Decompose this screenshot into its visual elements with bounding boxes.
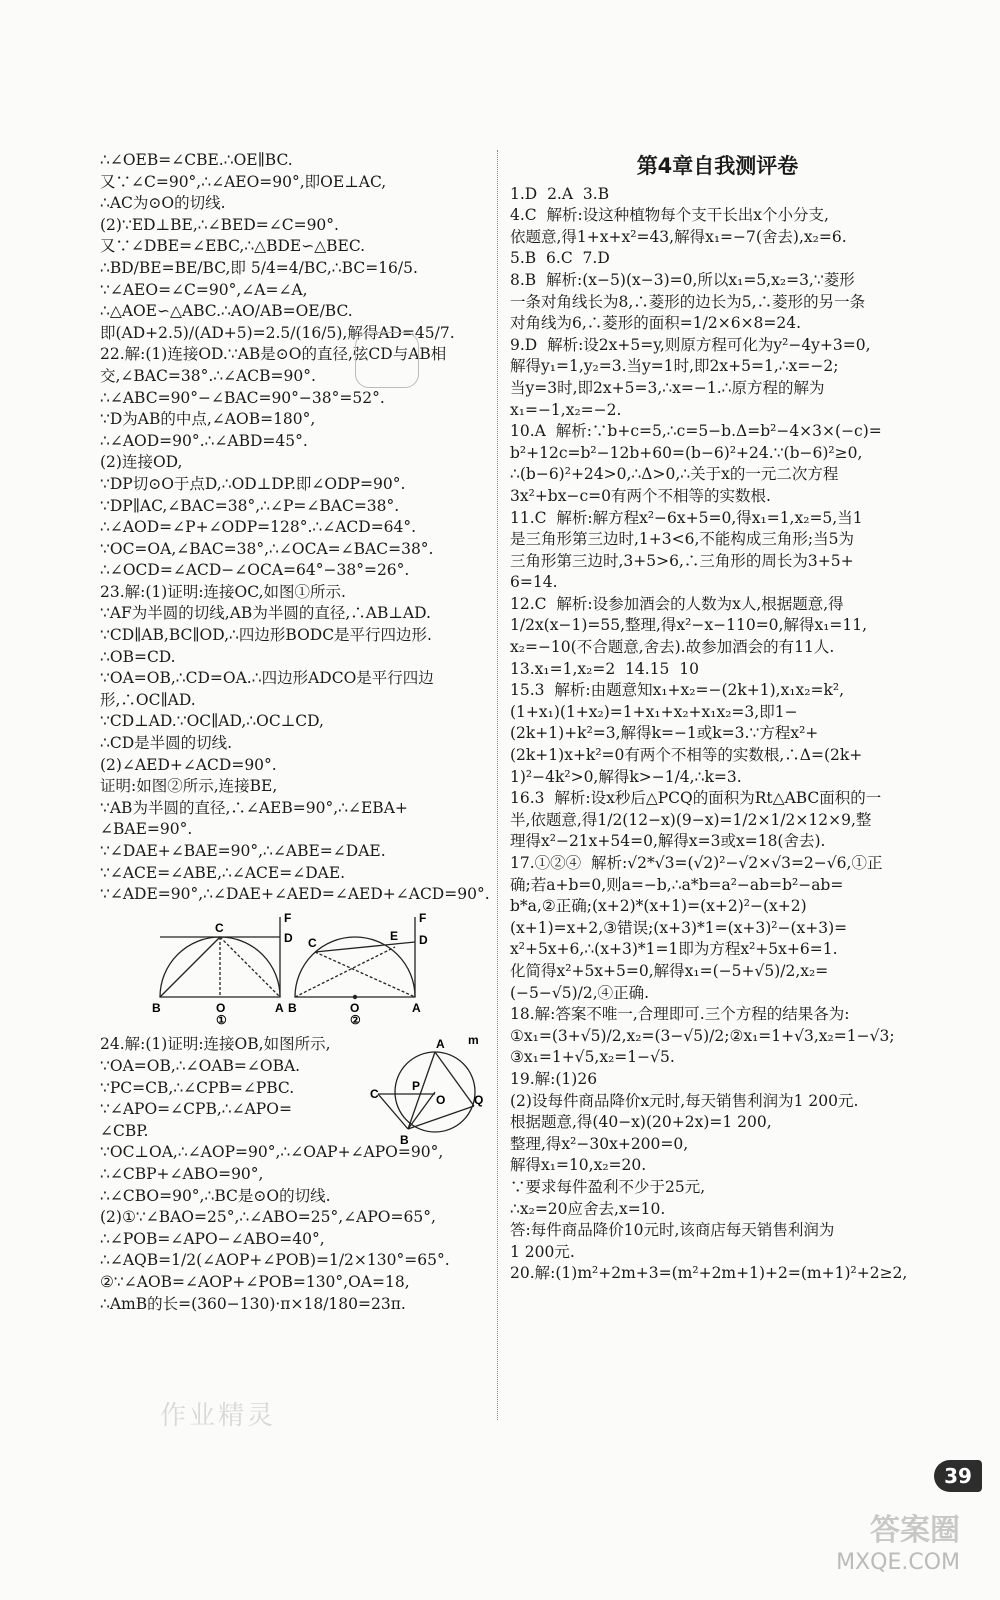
text-line: (2)∠AED+∠ACD=90°.	[100, 755, 277, 774]
label-A-3: A	[436, 1037, 445, 1052]
text-line: 一条对角线长为8,∴菱形的边长为5,∴菱形的另一条	[510, 292, 866, 311]
text-line: 1/2x(x−1)=55,整理,得x²−x−110=0,解得x₁=11,	[510, 616, 868, 635]
text-line: 11.C 解析:解方程x²−6x+5=0,得x₁=1,x₂=5,当1	[510, 508, 863, 527]
text-line: 1.D 2.A 3.B	[510, 184, 610, 203]
text-line: ∵OC⊥OA,∴∠AOP=90°,∴∠OAP+∠APO=90°,	[100, 1143, 444, 1162]
text-line: b*a,②正确;(x+2)*(x+1)=(x+2)²−(x+2)	[510, 897, 807, 916]
text-line: ∴∠CBP+∠ABO=90°,	[100, 1164, 264, 1183]
text-line: 5.B 6.C 7.D	[510, 249, 610, 268]
right-column-body	[510, 184, 925, 1285]
label-B: B	[152, 1000, 161, 1015]
text-line: ∵CD⊥AD.∵OC∥AD,∴OC⊥CD,	[100, 712, 324, 731]
text-line: (x+1)=x+2,③错误;(x+3)*1=(x+3)²−(x+3)=	[510, 918, 848, 937]
text-line: ③x₁=1+√5,x₂=1−√5.	[510, 1048, 675, 1067]
text-line: ∵∠AEO=∠C=90°,∠A=∠A,	[100, 280, 308, 299]
text-line: 又∵∠DBE=∠EBC,∴△BDE∽△BEC.	[100, 237, 366, 256]
label-A: A	[275, 1000, 284, 1015]
watermark: 答案圈	[870, 1513, 960, 1548]
text-line: 是三角形第三边时,1+3<6,不能构成三角形;当5为	[510, 530, 854, 549]
text-line: 1)²−4k²>0,解得k>−1/4,∴k=3.	[510, 767, 742, 786]
right-column	[510, 150, 925, 1285]
watermark-url: MXQE.COM	[836, 1550, 960, 1575]
text-line: ∴AmB的长=(360−130)·π×18/180=23π.	[100, 1294, 406, 1313]
text-line: ∴∠CBO=90°,∴BC是⊙O的切线.	[100, 1186, 331, 1205]
text-line: 3x²+bx−c=0有两个不相等的实数根.	[510, 486, 771, 505]
label-O: O	[216, 1000, 226, 1015]
label-F-2: F	[419, 910, 427, 925]
text-line: 证明:如图②所示,连接BE,	[100, 777, 278, 796]
text-line: ∴∠OEB=∠CBE.∴OE∥BC.	[100, 151, 293, 169]
text-line: ∵AB为半圆的直径,∴∠AEB=90°,∴∠EBA+	[100, 798, 408, 817]
label-C: C	[215, 920, 224, 935]
text-line: 半,依题意,得1/2(12−x)(9−x)=1/2×1/2×12×9,整	[510, 810, 872, 829]
problem-24	[100, 1034, 485, 1315]
text-line: ∴∠AOD=90°.∴∠ABD=45°.	[100, 431, 308, 450]
text-line: 依题意,得1+x+x²=43,解得x₁=−7(舍去),x₂=6.	[510, 227, 847, 246]
text-line: ∴∠AQB=1/2(∠AOP+∠POB)=1/2×130°=65°.	[100, 1251, 450, 1270]
text-line: 形,∴OC∥AD.	[100, 690, 196, 709]
label-m: m	[468, 1033, 479, 1048]
text-line: (1+x₁)(1+x₂)=1+x₁+x₂+x₁x₂=3,即1−	[510, 702, 798, 721]
text-line: 20.解:(1)m²+2m+3=(m²+2m+1)+2=(m+1)²+2≥2,	[510, 1264, 908, 1283]
text-line: (2k+1)x+k²=0有两个不相等的实数根,∴Δ=(2k+	[510, 746, 863, 765]
text-line: ∴∠AOD=∠P+∠ODP=128°.∴∠ACD=64°.	[100, 518, 417, 537]
text-line: 根据题意,得(40−x)(20+2x)=1 200,	[510, 1113, 772, 1132]
text-line: 13.x₁=1,x₂=2 14.15 10	[510, 659, 699, 678]
text-line: (2)设每件商品降价x元时,每天销售利润为1 200元.	[510, 1091, 859, 1110]
text-line: 8.B 解析:(x−5)(x−3)=0,所以x₁=5,x₂=3,∵菱形	[510, 270, 855, 289]
text-line: 三角形第三边时,3+5>6,∴三角形的周长为3+5+	[510, 551, 854, 570]
text-line: ∠CBP.	[100, 1121, 149, 1140]
label-C-3: C	[370, 1087, 379, 1102]
text-line: ∴(b−6)²+24>0,∴Δ>0,∴关于x的一元二次方程	[510, 465, 839, 484]
text-line: 解得y₁=1,y₂=3.当y=1时,即2x+5=1,∴x=−2;	[510, 357, 839, 376]
label-P: P	[412, 1079, 421, 1094]
text-line: ∴∠POB=∠APO−∠ABO=40°,	[100, 1229, 325, 1248]
text-line: x²+5x+6,∴(x+3)*1=1即为方程x²+5x+6=1.	[510, 940, 838, 959]
text-line: ①x₁=(3+√5)/2,x₂=(3−√5)/2;②x₁=1+√3,x₂=1−√3;	[510, 1026, 895, 1045]
text-line: (2)连接OD,	[100, 453, 183, 472]
text-line: ∵OA=OB,∴CD=OA.∴四边形ADCO是平行四边	[100, 669, 434, 688]
text-line: ∵D为AB的中点,∠AOB=180°,	[100, 410, 316, 429]
text-line: ∵OA=OB,∴∠OAB=∠OBA.	[100, 1056, 301, 1075]
text-line: 交,∠BAC=38°.∴∠ACB=90°.	[100, 366, 316, 385]
text-line: 整理,得x²−30x+200=0,	[510, 1134, 689, 1153]
label-A-2: A	[412, 1000, 421, 1015]
text-line: 9.D 解析:设2x+5=y,则原方程可化为y²−4y+3=0,	[510, 335, 871, 354]
text-line: ∴OB=CD.	[100, 647, 176, 666]
text-line: (−5−√5)/2,④正确.	[510, 983, 650, 1002]
text-line: ∵OC=OA,∠BAC=38°,∴∠OCA=∠BAC=38°.	[100, 539, 434, 558]
text-line: (2k+1)+k²=3,解得k=−1或k=3.∵方程x²+	[510, 724, 819, 743]
text-line: 6=14.	[510, 573, 558, 592]
text-line: ∵要求每件盈利不少于25元,	[510, 1177, 706, 1196]
left-column	[100, 150, 490, 1315]
text-line: 当y=3时,即2x+5=3,∴x=−1.∴原方程的解为	[510, 378, 825, 397]
footer-mark: 作业精灵	[160, 1401, 277, 1431]
text-line: ∴AC为⊙O的切线.	[100, 194, 226, 213]
text-line: ②∵∠AOB=∠AOP+∠POB=130°,OA=18,	[100, 1272, 410, 1291]
label-O-2: O	[350, 1000, 360, 1015]
text-line: 对角线为6,∴菱形的面积=1/2×6×8=24.	[510, 314, 802, 333]
text-line: 24.解:(1)证明:连接OB,如图所示,	[100, 1035, 331, 1054]
text-line: 化简得x²+5x+5=0,解得x₁=(−5+√5)/2,x₂=	[510, 961, 829, 980]
text-line: x₂=−10(不合题意,舍去).故参加酒会的有11人.	[510, 638, 835, 657]
text-line: (2)①∵∠BAO=25°,∴∠ABO=25°,∠APO=65°,	[100, 1208, 436, 1227]
text-line: 15.3 解析:由题意知x₁+x₂=−(2k+1),x₁x₂=k²,	[510, 681, 845, 700]
text-line: ∴BD/BE=BE/BC,即 5/4=4/BC,∴BC=16/5.	[100, 258, 418, 277]
text-line: 解得x₁=10,x₂=20.	[510, 1156, 647, 1175]
label-E: E	[390, 928, 399, 943]
label-C-2: C	[308, 935, 317, 950]
text-line: 理得x²−21x+54=0,解得x=3或x=18(舍去).	[510, 832, 826, 851]
geometry-figures	[100, 910, 485, 1027]
text-line: 10.A 解析:∵b+c=5,∴c=5−b.Δ=b²−4×3×(−c)=	[510, 422, 882, 441]
text-line: 19.解:(1)26	[510, 1069, 598, 1088]
text-line: x₁=−1,x₂=−2.	[510, 400, 622, 419]
stamp-mark	[355, 332, 419, 388]
label-Q: Q	[474, 1093, 484, 1108]
text-line: 答:每件商品降价10元时,该商店每天销售利润为	[510, 1221, 835, 1240]
text-line: ∴∠OCD=∠ACD−∠OCA=64°−38°=26°.	[100, 561, 410, 580]
text-line: ∠BAE=90°.	[100, 820, 193, 839]
text-line: 16.3 解析:设x秒后△PCQ的面积为Rt△ABC面积的一	[510, 789, 882, 808]
text-line: b²+12c=b²−12b+60=(b−6)²+24.∵(b−6)²≥0,	[510, 443, 863, 462]
column-divider	[497, 150, 498, 1420]
text-line: ∵DP∥AC,∠BAC=38°,∴∠P=∠BAC=38°.	[100, 496, 400, 515]
text-line: 1 200元.	[510, 1242, 575, 1261]
text-line: ∵∠DAE+∠BAE=90°,∴∠ABE=∠DAE.	[100, 842, 386, 860]
label-O-3: O	[436, 1093, 446, 1108]
text-line: 即(AD+2.5)/(AD+5)=2.5/(16/5),解得AD=45/7.	[100, 323, 455, 342]
label-B-2: B	[288, 1000, 297, 1015]
figure-2-label: ②	[350, 1012, 361, 1027]
text-line: ∵∠ACE=∠ABE,∴∠ACE=∠DAE.	[100, 863, 346, 882]
section-title: 第4章自我测评卷	[636, 154, 799, 178]
text-line: 又∵∠C=90°,∴∠AEO=90°,即OE⊥AC,	[100, 172, 387, 191]
text-line: 17.①②④ 解析:√2*√3=(√2)²−√2×√3=2−√6,①正	[510, 854, 883, 872]
text-line: ∵AF为半圆的切线,AB为半圆的直径,∴AB⊥AD.	[100, 604, 431, 623]
label-D: D	[284, 930, 293, 945]
text-line: ∵PC=CB,∴∠CPB=∠PBC.	[100, 1078, 295, 1097]
figures-1-2	[100, 912, 485, 1029]
text-line: ∵CD∥AB,BC∥OD,∴四边形BODC是平行四边形.	[100, 626, 432, 645]
text-line: ∵∠ADE=90°,∴∠DAE+∠AED=∠AED+∠ACD=90°.	[100, 885, 490, 904]
text-line: 23.解:(1)证明:连接OC,如图①所示.	[100, 582, 346, 601]
circle-figure	[370, 1033, 484, 1154]
text-line: ∵DP切⊙O于点D,∴OD⊥DP.即∠ODP=90°.	[100, 474, 406, 493]
text-line: ∴△AOE∽△ABC.∴AO/AB=OE/BC.	[100, 302, 353, 321]
text-line: ∴CD是半圆的切线.	[100, 734, 233, 753]
label-B-3: B	[400, 1133, 409, 1148]
text-line: (2)∵ED⊥BE,∴∠BED=∠C=90°.	[100, 215, 339, 234]
figure-1-label: ①	[216, 1012, 227, 1027]
text-line: ∵∠APO=∠CPB,∴∠APO=	[100, 1100, 292, 1119]
text-line: 4.C 解析:设这种植物每个支干长出x个小分支,	[510, 206, 829, 225]
text-line: 12.C 解析:设参加酒会的人数为x人,根据题意,得	[510, 594, 844, 613]
label-F: F	[284, 910, 292, 925]
text-line: 确;若a+b=0,则a=−b,∴a*b=a²−ab=b²−ab=	[510, 875, 844, 894]
text-line: ∴x₂=20应舍去,x=10.	[510, 1199, 666, 1218]
text-line: 18.解:答案不唯一,合理即可.三个方程的结果各为:	[510, 1005, 850, 1024]
page-number: 39	[934, 1460, 982, 1492]
text-line: ∴∠ABC=90°−∠BAC=90°−38°=52°.	[100, 388, 385, 407]
text-line: 22.解:(1)连接OD.∵AB是⊙O的直径,弦CD与AB相	[100, 345, 447, 364]
label-D-2: D	[419, 932, 428, 947]
